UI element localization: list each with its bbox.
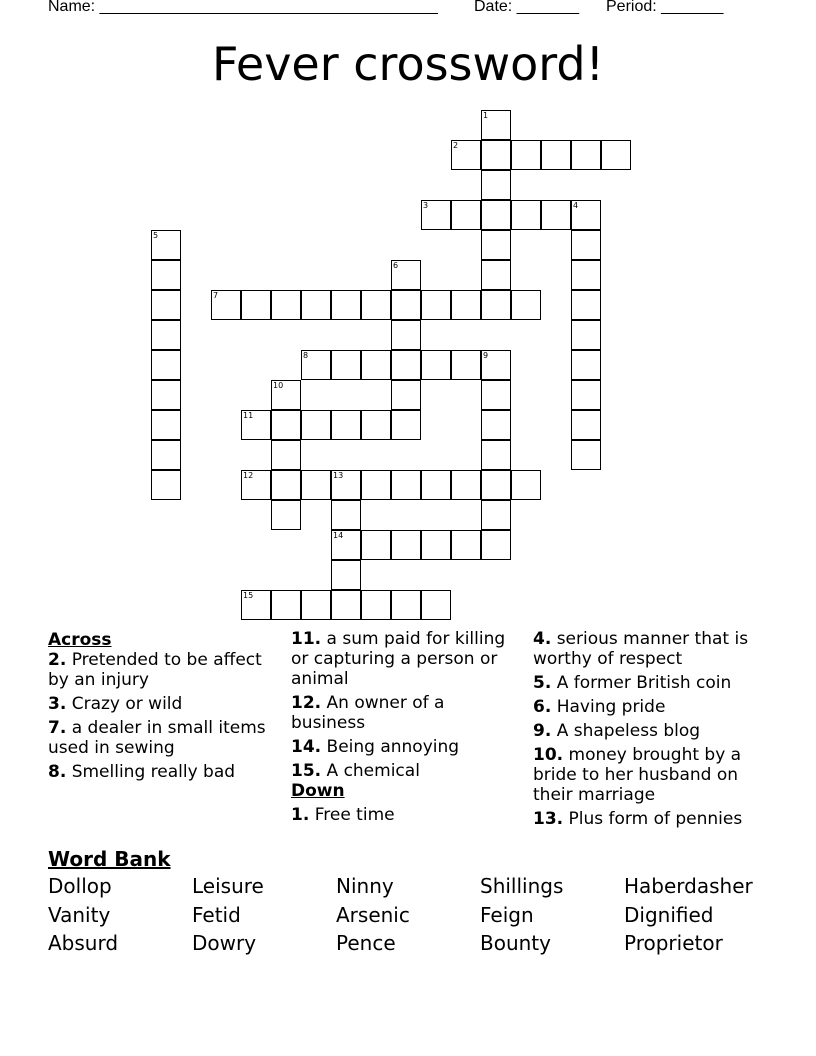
clue-number-label: 7: [213, 291, 219, 300]
clue-number-label: 1: [483, 111, 489, 120]
word-bank-item: Vanity: [48, 902, 111, 927]
crossword-cell[interactable]: [391, 290, 421, 320]
clue-text: Being annoying: [326, 737, 460, 757]
crossword-cell[interactable]: [271, 440, 301, 470]
crossword-cell[interactable]: [331, 500, 361, 530]
clue-text: Pretended to be affect by an injury: [48, 650, 262, 690]
clue-text: An owner of a business: [291, 693, 445, 733]
crossword-cell[interactable]: [331, 290, 361, 320]
crossword-cell[interactable]: [301, 410, 331, 440]
crossword-cell[interactable]: [421, 350, 451, 380]
clue-number: 1.: [291, 805, 310, 825]
clue-text: serious manner that is worthy of respect: [533, 629, 749, 669]
crossword-cell[interactable]: [391, 380, 421, 410]
crossword-cell[interactable]: [571, 320, 601, 350]
word-bank-item: Pence: [336, 931, 396, 955]
crossword-cell[interactable]: [481, 290, 511, 320]
clue-down-1: [291, 805, 523, 825]
word-bank-item: Leisure: [192, 874, 264, 898]
clue-down-5: [533, 673, 773, 693]
crossword-cell[interactable]: [481, 380, 511, 410]
crossword-cell[interactable]: [301, 590, 331, 620]
crossword-cell[interactable]: [151, 410, 181, 440]
clues-column-2: [291, 629, 523, 829]
clue-text: a sum paid for killing or capturing a person or animal: [291, 629, 506, 689]
crossword-cell[interactable]: [391, 470, 421, 500]
crossword-cell[interactable]: [511, 140, 541, 170]
crossword-cell[interactable]: [571, 290, 601, 320]
crossword-cell[interactable]: [481, 470, 511, 500]
crossword-cell[interactable]: [481, 170, 511, 200]
crossword-cell[interactable]: [391, 590, 421, 620]
crossword-cell[interactable]: [481, 260, 511, 290]
clue-across-11: [291, 629, 523, 689]
crossword-cell[interactable]: [571, 350, 601, 380]
clue-number: 14.: [291, 737, 322, 757]
crossword-cell[interactable]: [421, 290, 451, 320]
clues-column-3: [533, 629, 773, 833]
clue-number-label: 12: [243, 471, 254, 480]
clue-number: 9.: [533, 721, 552, 741]
clue-text: money brought by a bride to her husband on their marriage: [533, 745, 742, 805]
clue-number: 13.: [533, 809, 564, 829]
crossword-cell[interactable]: [271, 470, 301, 500]
word-bank-item: Dowry: [192, 931, 257, 955]
clue-text: Having pride: [556, 697, 666, 717]
crossword-cell[interactable]: [571, 140, 601, 170]
crossword-cell[interactable]: [301, 290, 331, 320]
period-field[interactable]: Period: _______: [606, 0, 724, 15]
clue-down-6: [533, 697, 773, 717]
clue-across-14: [291, 737, 523, 757]
crossword-cell[interactable]: [361, 470, 391, 500]
crossword-cell[interactable]: [151, 470, 181, 500]
crossword-cell[interactable]: [481, 140, 511, 170]
down-heading: Down: [291, 781, 345, 801]
crossword-cell[interactable]: [241, 290, 271, 320]
crossword-cell[interactable]: [271, 590, 301, 620]
clue-number-label: 6: [393, 261, 399, 270]
crossword-cell[interactable]: [271, 290, 301, 320]
clue-across-15: [291, 761, 523, 781]
clue-number: 12.: [291, 693, 322, 713]
word-bank-item: Ninny: [336, 874, 394, 898]
crossword-cell[interactable]: [271, 410, 301, 440]
word-bank-item: Proprietor: [624, 931, 723, 955]
crossword-cell[interactable]: [151, 260, 181, 290]
crossword-cell[interactable]: [151, 440, 181, 470]
clue-text: a dealer in small items used in sewing: [48, 718, 266, 758]
clue-across-2: [48, 650, 278, 690]
word-bank-heading: Word Bank: [48, 847, 171, 871]
crossword-cell[interactable]: [361, 350, 391, 380]
clue-number-label: 5: [153, 231, 159, 240]
crossword-cell[interactable]: [331, 560, 361, 590]
clue-number: 4.: [533, 629, 552, 649]
crossword-cell[interactable]: [331, 590, 361, 620]
crossword-cell[interactable]: [151, 290, 181, 320]
clue-down-9: [533, 721, 773, 741]
word-bank-item: Fetid: [192, 902, 241, 927]
crossword-cell[interactable]: [391, 410, 421, 440]
crossword-cell[interactable]: [571, 380, 601, 410]
crossword-cell[interactable]: [541, 140, 571, 170]
crossword-cell[interactable]: [481, 440, 511, 470]
across-heading: Across: [48, 630, 112, 650]
crossword-cell[interactable]: [391, 530, 421, 560]
clue-across-12: [291, 693, 523, 733]
clue-number-label: 4: [573, 201, 579, 210]
crossword-cell[interactable]: [331, 410, 361, 440]
crossword-cell[interactable]: [421, 470, 451, 500]
crossword-cell[interactable]: [481, 500, 511, 530]
crossword-cell[interactable]: [601, 140, 631, 170]
crossword-cell[interactable]: [571, 410, 601, 440]
word-bank-item: Dignified: [624, 902, 714, 927]
crossword-cell[interactable]: [511, 200, 541, 230]
clues-column-1: [48, 629, 278, 786]
clue-across-3: [48, 694, 278, 714]
crossword-cell[interactable]: [481, 230, 511, 260]
crossword-cell[interactable]: [451, 290, 481, 320]
crossword-cell[interactable]: [451, 350, 481, 380]
crossword-cell[interactable]: [391, 350, 421, 380]
clue-number: 7.: [48, 718, 67, 738]
clue-text: Crazy or wild: [71, 694, 183, 714]
crossword-cell[interactable]: [301, 470, 331, 500]
crossword-cell[interactable]: [151, 350, 181, 380]
clue-number: 10.: [533, 745, 564, 765]
date-field[interactable]: Date: _______: [474, 0, 579, 15]
word-bank-item: Feign: [480, 902, 534, 927]
clue-text: Free time: [314, 805, 395, 825]
crossword-cell[interactable]: [511, 470, 541, 500]
crossword-cell[interactable]: [571, 440, 601, 470]
crossword-cell[interactable]: [271, 500, 301, 530]
clue-number-label: 2: [453, 141, 459, 150]
clue-number: 11.: [291, 629, 322, 649]
word-bank-item: Bounty: [480, 931, 551, 955]
clue-number: 5.: [533, 673, 552, 693]
word-bank-item: Shillings: [480, 874, 564, 898]
crossword-cell[interactable]: [481, 410, 511, 440]
clue-number-label: 14: [333, 531, 344, 540]
clue-down-13: [533, 809, 773, 829]
crossword-cell[interactable]: [421, 590, 451, 620]
crossword-cell[interactable]: [571, 230, 601, 260]
clue-down-10: [533, 745, 773, 805]
page-title: Fever crossword!: [211, 37, 605, 91]
word-bank-item: Absurd: [48, 931, 119, 955]
clue-text: A chemical: [326, 761, 420, 781]
word-bank-item: Dollop: [48, 874, 112, 898]
clue-number-label: 11: [243, 411, 254, 420]
crossword-cell[interactable]: [481, 530, 511, 560]
clue-number-label: 3: [423, 201, 429, 210]
clue-across-7: [48, 718, 278, 758]
crossword-cell[interactable]: [421, 530, 451, 560]
name-field[interactable]: Name: ______________________________________: [48, 0, 438, 15]
word-bank-item: Haberdasher: [624, 874, 753, 898]
crossword-cell[interactable]: [151, 380, 181, 410]
clue-number-label: 8: [303, 351, 309, 360]
clue-text: Smelling really bad: [71, 762, 236, 782]
clue-number: 8.: [48, 762, 67, 782]
crossword-cell[interactable]: [331, 350, 361, 380]
word-bank-item: Arsenic: [336, 902, 410, 927]
clue-number-label: 13: [333, 471, 344, 480]
crossword-cell[interactable]: [361, 590, 391, 620]
crossword-cell[interactable]: [391, 320, 421, 350]
clue-number: 15.: [291, 761, 322, 781]
crossword-cell[interactable]: [361, 530, 391, 560]
clue-number: 3.: [48, 694, 67, 714]
word-bank: [48, 872, 808, 958]
crossword-cell[interactable]: [151, 320, 181, 350]
crossword-cell[interactable]: [451, 200, 481, 230]
clue-text: Plus form of pennies: [568, 809, 743, 829]
crossword-cell[interactable]: [541, 200, 571, 230]
clue-across-8: [48, 762, 278, 782]
crossword-cell[interactable]: [481, 200, 511, 230]
clue-text: A shapeless blog: [556, 721, 701, 741]
clue-down-4: [533, 629, 773, 669]
crossword-cell[interactable]: [361, 290, 391, 320]
crossword-cell[interactable]: [451, 530, 481, 560]
clue-number-label: 15: [243, 591, 254, 600]
crossword-cell[interactable]: [571, 260, 601, 290]
crossword-cell[interactable]: [451, 470, 481, 500]
clue-number-label: 9: [483, 351, 489, 360]
clue-number: 6.: [533, 697, 552, 717]
clue-text: A former British coin: [556, 673, 732, 693]
crossword-cell[interactable]: [361, 410, 391, 440]
crossword-cell[interactable]: [511, 290, 541, 320]
clue-number: 2.: [48, 650, 67, 670]
clue-number-label: 10: [273, 381, 284, 390]
